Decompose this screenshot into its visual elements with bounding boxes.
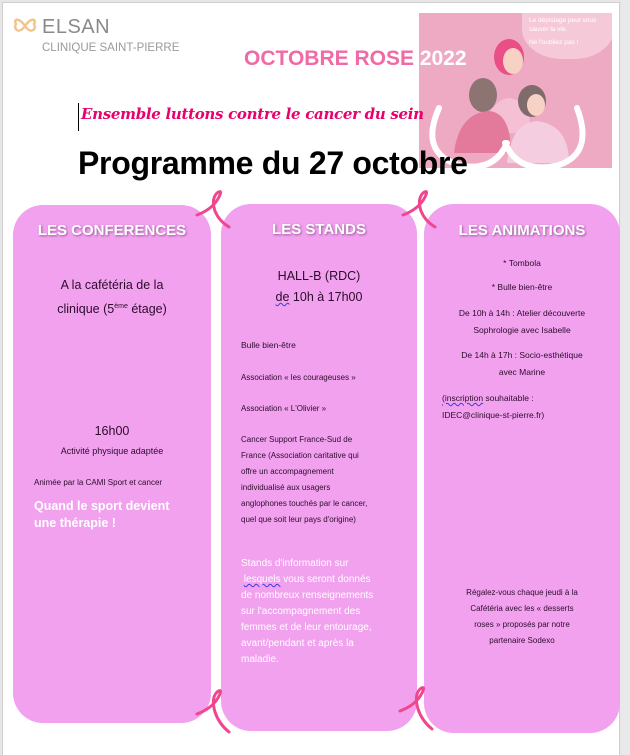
elsan-logo-icon bbox=[13, 15, 37, 37]
animation-item: De 10h à 14h : Atelier découverte bbox=[458, 308, 586, 318]
conferences-tagline-1: Quand le sport devient bbox=[34, 499, 170, 513]
logo-subtitle: CLINIQUE SAINT-PIERRE bbox=[42, 42, 180, 54]
conferences-activity: Activité physique adaptée bbox=[60, 446, 164, 456]
desserts-line-2: Cafétéria avec les « desserts bbox=[470, 604, 574, 613]
desserts-line-3: roses » proposés par notre bbox=[474, 620, 570, 629]
pink-ribbon-icon bbox=[399, 189, 439, 229]
conferences-column bbox=[13, 205, 211, 723]
event-title-text: OCTOBRE ROSE bbox=[244, 47, 414, 70]
info-line-4: sur l'accompagnement des bbox=[241, 606, 361, 617]
info-line-1: Stands d'information sur bbox=[241, 558, 349, 569]
stands-location: HALL-B (RDC) bbox=[277, 269, 361, 283]
conferences-location-1: A la cafétéria de la bbox=[60, 278, 164, 292]
slogan: Ensemble luttons contre le cancer du sein bbox=[81, 105, 424, 123]
bubble-text-2: Ne l'oubliez pas ! bbox=[529, 39, 579, 46]
conferences-tagline-2: une thérapie ! bbox=[34, 516, 116, 530]
conferences-host: Animée par la CAMI Sport et cancer bbox=[34, 478, 163, 487]
document-page bbox=[2, 2, 620, 755]
stand-item: Association « les courageuses » bbox=[241, 373, 356, 382]
inscription-note: (inscription souhaitable : bbox=[442, 393, 534, 403]
conferences-time: 16h00 bbox=[94, 424, 130, 438]
page-title: Programme du 27 octobre bbox=[78, 145, 468, 181]
cancer-support-6: quel que soit leur pays d'origine) bbox=[241, 515, 356, 524]
stands-column bbox=[221, 204, 417, 731]
info-line-7: maladie. bbox=[241, 654, 279, 665]
animation-item: avec Marine bbox=[498, 367, 546, 377]
cancer-support-4: individualisé aux usagers bbox=[241, 483, 331, 492]
animation-item: * Tombola bbox=[503, 258, 541, 268]
inscription-email[interactable]: IDEC@clinique-st-pierre.fr) bbox=[442, 410, 545, 420]
stand-item: Association « L'Olivier » bbox=[241, 404, 327, 413]
desserts-line-4: partenaire Sodexo bbox=[489, 636, 555, 645]
stands-hours: de 10h à 17h00 bbox=[275, 290, 363, 304]
conferences-title: LES CONFERENCES bbox=[37, 222, 187, 239]
info-line-3: de nombreux renseignements bbox=[241, 590, 374, 601]
info-line-5: femmes et de leur entourage, bbox=[241, 622, 372, 633]
desserts-line-1: Régalez-vous chaque jeudi à la bbox=[466, 588, 578, 597]
animations-column bbox=[424, 204, 620, 733]
event-year: 2022 bbox=[419, 47, 467, 70]
bubble-text-1: Le dépistage peut vous sauver la vie. bbox=[529, 17, 597, 33]
cancer-support-2: France (Association caritative qui bbox=[241, 451, 359, 460]
cancer-support-5: anglophones touchés par le cancer, bbox=[241, 499, 368, 508]
info-line-6: avant/pendant et après la bbox=[241, 638, 354, 649]
pink-ribbon-icon bbox=[396, 683, 436, 731]
pink-ribbon-icon bbox=[193, 686, 233, 734]
page-gutter bbox=[621, 0, 630, 755]
conferences-location-2: clinique (5ème étage) bbox=[57, 302, 167, 317]
pink-ribbon-icon bbox=[193, 189, 233, 229]
cancer-support-3: offre un accompagnement bbox=[241, 467, 334, 476]
logo-name: ELSAN bbox=[42, 16, 111, 38]
animations-title: LES ANIMATIONS bbox=[458, 222, 586, 239]
animation-item: Sophrologie avec Isabelle bbox=[473, 325, 571, 335]
text-cursor bbox=[78, 103, 79, 131]
stands-title: LES STANDS bbox=[272, 221, 366, 238]
cancer-support-1: Cancer Support France-Sud de bbox=[241, 435, 353, 444]
info-line-2: lesquels vous seront donnés bbox=[243, 574, 371, 585]
stand-item: Bulle bien-être bbox=[241, 340, 296, 350]
event-title bbox=[244, 47, 467, 71]
animation-item: De 14h à 17h : Socio-esthétique bbox=[461, 350, 583, 360]
animation-item: * Bulle bien-être bbox=[491, 282, 553, 292]
